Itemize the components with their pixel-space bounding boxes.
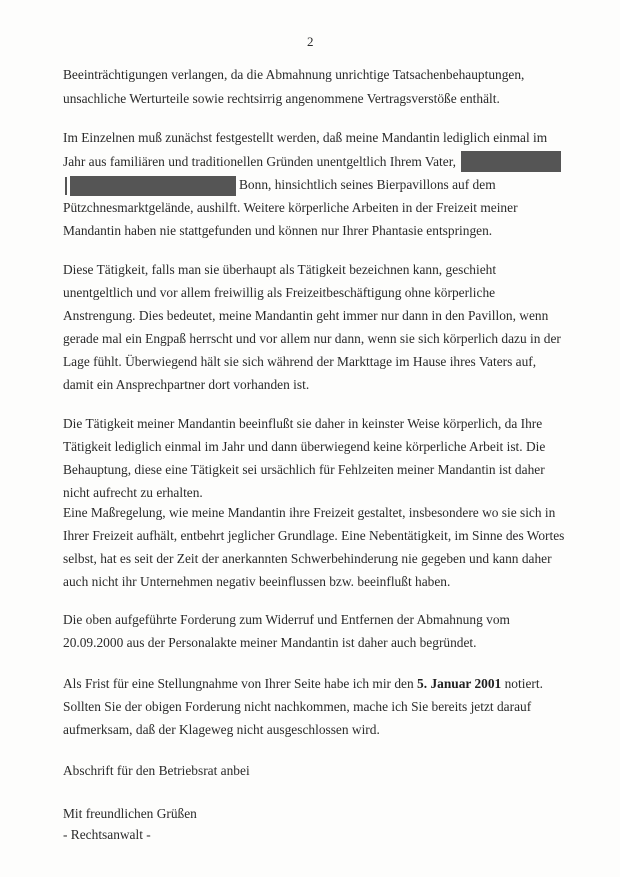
text-line: Ihrer Freizeit aufhält, entbehrt jeglicher Grundlage. Eine Nebentätigkeit, im Sinne des Wortes [63, 528, 565, 543]
text-line: selbst, hat es seit der Zeit der anerkannten Schwerbehinderung nie gegeben und kann daher [63, 551, 552, 566]
text-line: unsachliche Werturteile sowie rechtsirrig angenommene Vertragsverstöße enthält. [63, 91, 500, 106]
text-line: Behauptung, diese eine Tätigkeit sei ursächlich für Fehlzeiten meiner Mandantin ist daher [63, 462, 545, 477]
closing: Mit freundlichen Grüßen [63, 806, 197, 821]
text-line: Eine Maßregelung, wie meine Mandantin ihre Freizeit gestaltet, insbesondere wo sie sich in [63, 505, 556, 520]
copy-note: Abschrift für den Betriebsrat anbei [63, 763, 250, 778]
text-line: Die oben aufgeführte Forderung zum Widerruf und Entfernen der Abmahnung vom [63, 612, 510, 627]
page-number: 2 [307, 34, 314, 49]
text-line: Mandantin haben nie stattgefunden und können nur Ihrer Phantasie entspringen. [63, 223, 493, 238]
text-line: unentgeltlich und vor allem freiwillig als Freizeitbeschäftigung ohne körperliche [63, 285, 496, 300]
deadline-text: Als Frist für eine Stellungnahme von Ihrer Seite habe ich mir den [63, 676, 414, 691]
text-line: gerade mal ein Engpaß herrscht und vor allem nur dann, wenn sie sich körperlich dazu in der [63, 331, 561, 346]
text-line: aufmerksam, daß der Klageweg nicht ausgeschlossen wird. [63, 722, 380, 737]
text-line: Jahr aus familiären und traditionellen Gründen unentgeltlich Ihrem Vater, [63, 153, 456, 169]
text-line: Die Tätigkeit meiner Mandantin beeinflußt sie daher in keinster Weise körperlich, da Ihre [63, 416, 543, 431]
text-line: Anstrengung. Dies bedeutet, meine Mandantin geht immer nur dann in den Pavillon, wenn [63, 308, 549, 323]
text-line [63, 676, 543, 692]
redaction-box [70, 176, 236, 196]
text-line: Lage fühlt. Überwiegend hält sie sich während der Markttage im Hause ihres Vaters auf, [63, 354, 537, 369]
text-line: Tätigkeit lediglich einmal im Jahr und dann überwiegend keine körperliche Arbeit ist. Die [63, 439, 546, 454]
text-line: Bonn, hinsichtlich seines Bierpavillons auf dem [239, 177, 496, 192]
text-line: Diese Tätigkeit, falls man sie überhaupt als Tätigkeit bezeichnen kann, geschieht [63, 262, 497, 277]
redaction-box [461, 151, 561, 172]
text-line: Pützchnesmarktgelände, aushilft. Weitere körperliche Arbeiten in der Freizeit meiner [63, 200, 518, 215]
text-line-with-redaction [63, 151, 561, 172]
deadline-date: 5. Januar 2001 [417, 676, 502, 691]
deadline-suffix: notiert. [504, 676, 543, 691]
text-line: damit ein Ansprechpartner dort vorhanden ist. [63, 377, 310, 392]
text-line: Beeinträchtigungen verlangen, da die Abmahnung unrichtige Tatsachenbehauptungen, [63, 67, 525, 82]
redaction-mark [65, 177, 67, 195]
text-line: Sollten Sie der obigen Forderung nicht nachkommen, mache ich Sie bereits jetzt darauf [63, 699, 532, 714]
text-line: 20.09.2000 aus der Personalakte meiner Mandantin ist daher auch begründet. [63, 635, 477, 650]
text-line: nicht aufrecht zu erhalten. [63, 485, 203, 500]
signature-title: - Rechtsanwalt - [63, 827, 151, 842]
text-line: Im Einzelnen muß zunächst festgestellt werden, daß meine Mandantin lediglich einmal im [63, 130, 548, 145]
text-line: auch nicht ihr Unternehmen negativ beeinflussen bzw. beeinflußt haben. [63, 574, 451, 589]
